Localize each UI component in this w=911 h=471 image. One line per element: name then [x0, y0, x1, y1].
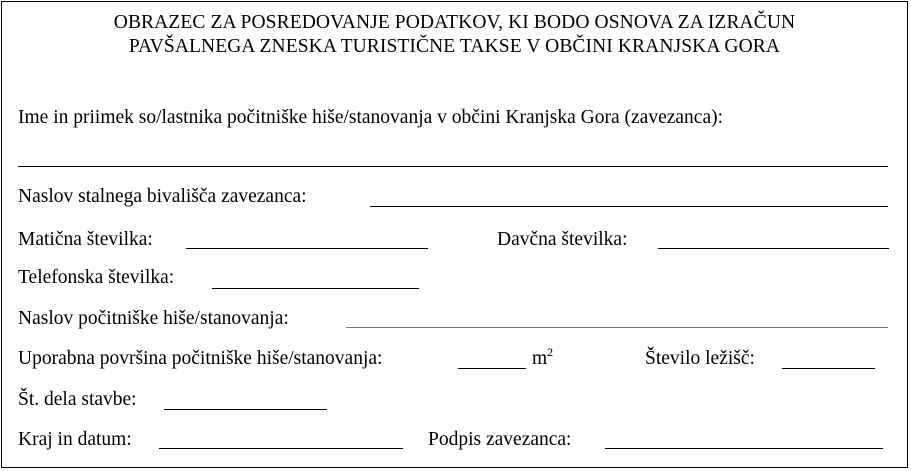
registration-number-field[interactable] [186, 248, 428, 249]
tax-number-field[interactable] [658, 248, 889, 249]
place-and-date-label: Kraj in datum: [18, 429, 132, 450]
permanent-address-field[interactable] [370, 206, 888, 207]
property-address-field[interactable] [346, 327, 888, 328]
number-of-beds-label: Število ležišč: [645, 348, 755, 369]
usable-area-label: Uporabna površina počitniške hiše/stanovanja: [18, 348, 383, 369]
phone-number-field[interactable] [212, 288, 419, 289]
tourist-tax-form [1, 1, 908, 468]
signature-field[interactable] [605, 448, 883, 449]
usable-area-field[interactable] [458, 368, 526, 369]
area-unit-symbol: m [532, 348, 548, 369]
form-title-line-2: PAVŠALNEGA ZNESKA TURISTIČNE TAKSE V OBČINI KRANJSKA GORA [128, 36, 781, 57]
owner-name-label: Ime in priimek so/lastnika počitniške hiše/stanovanja v občini Kranjska Gora (zavezanca): [18, 107, 724, 128]
area-unit [532, 344, 554, 371]
building-part-field[interactable] [164, 409, 327, 410]
tax-number-label: Davčna številka: [497, 229, 628, 250]
signature-label: Podpis zavezanca: [428, 429, 572, 450]
form-title-line-1: OBRAZEC ZA POSREDOVANJE PODATKOV, KI BODO OSNOVA ZA IZRAČUN [113, 12, 796, 33]
owner-name-field[interactable] [18, 166, 888, 167]
place-and-date-field[interactable] [159, 448, 403, 449]
permanent-address-label: Naslov stalnega bivališča zavezanca: [18, 186, 307, 207]
number-of-beds-field[interactable] [782, 368, 875, 369]
phone-number-label: Telefonska številka: [18, 267, 175, 288]
building-part-label: Št. dela stavbe: [18, 389, 137, 410]
registration-number-label: Matična številka: [18, 229, 153, 250]
property-address-label: Naslov počitniške hiše/stanovanja: [18, 308, 289, 329]
area-unit-exponent: 2 [547, 344, 554, 359]
